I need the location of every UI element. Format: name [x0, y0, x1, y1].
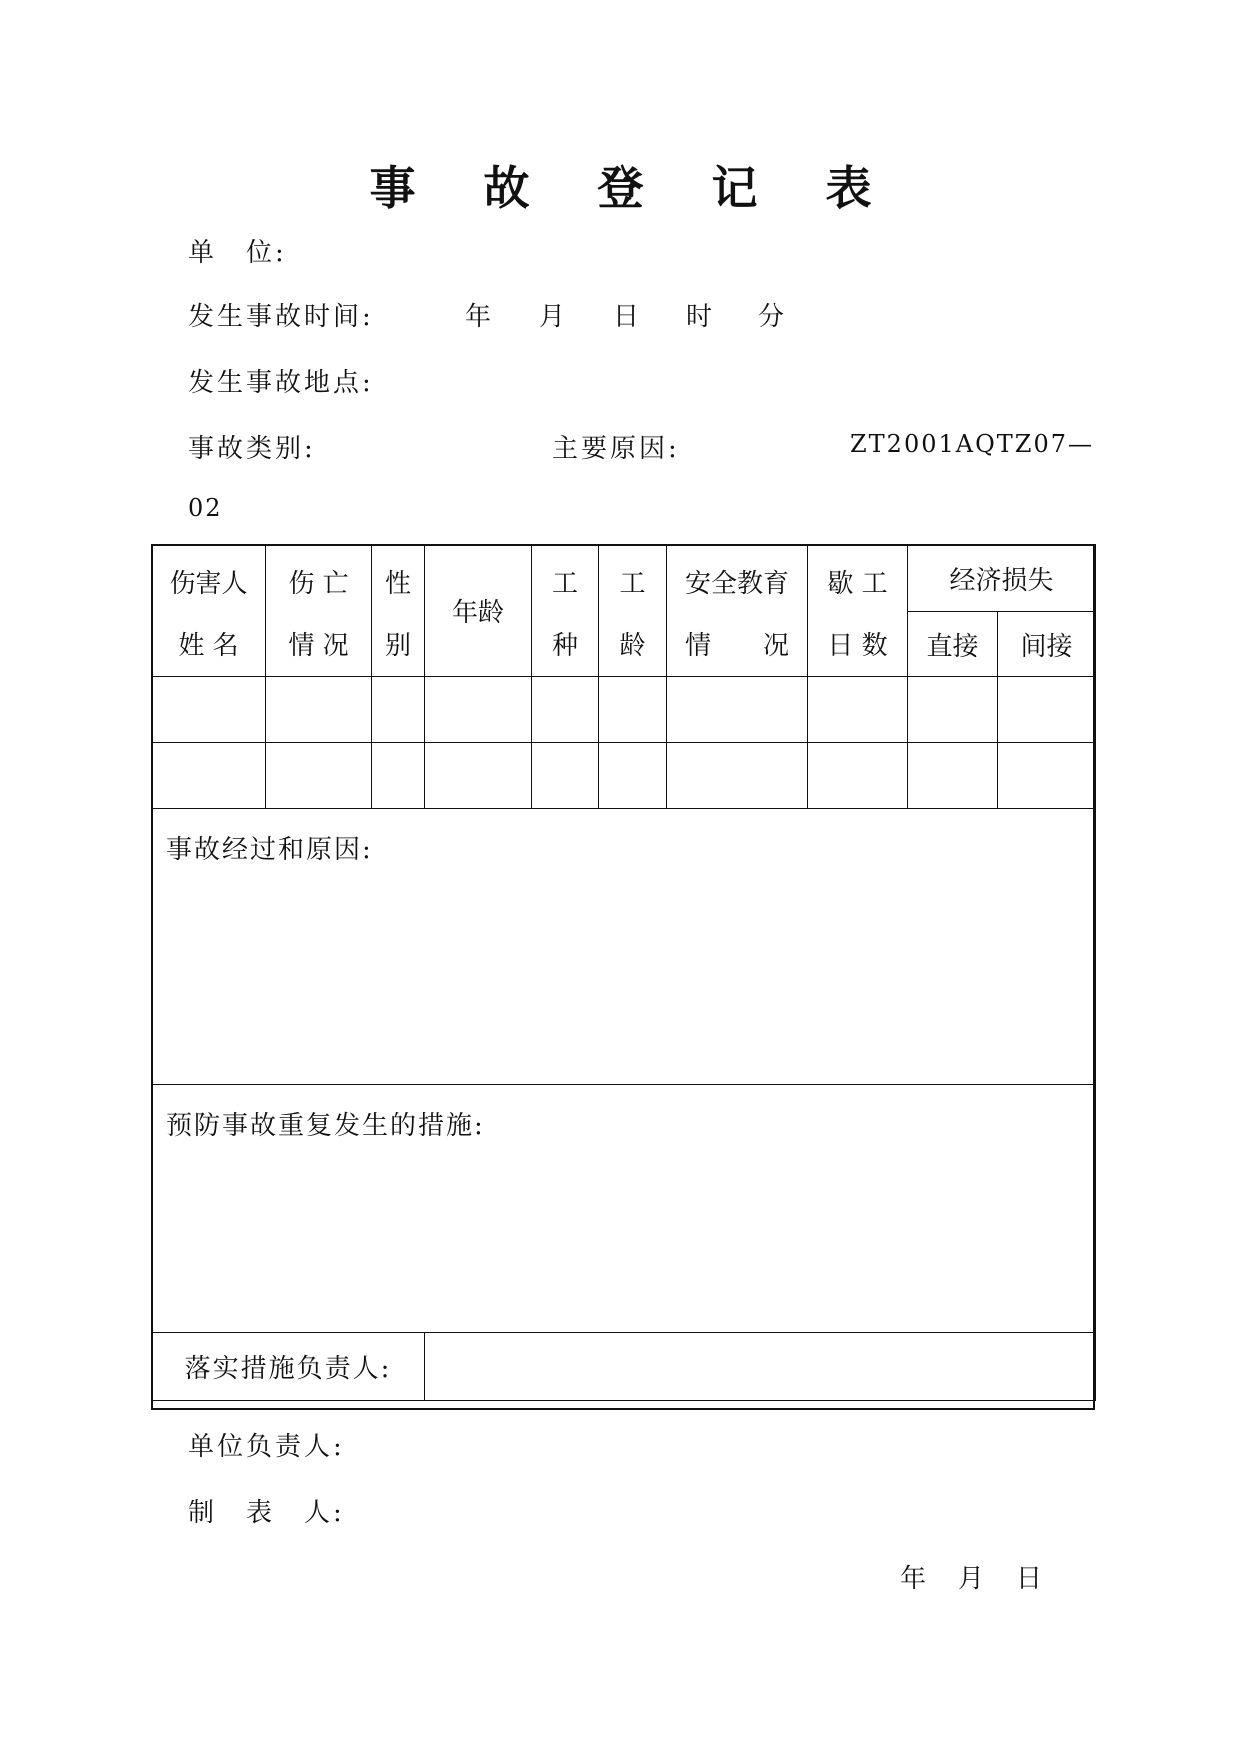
date-unit-day: 日	[1016, 1564, 1046, 1594]
date-unit-year: 年	[900, 1564, 930, 1594]
form-code: ZT2001AQTZ07—	[850, 430, 1094, 458]
col-rest-days: 歇 工 日 数	[808, 545, 908, 677]
preparer-label: 制 表 人:	[188, 1498, 345, 1528]
col-sex: 性 别	[372, 545, 425, 677]
col-seniority: 工 龄	[599, 545, 667, 677]
col-job-type: 工 种	[532, 545, 599, 677]
time-unit-year: 年	[465, 302, 495, 332]
accident-place-label: 发生事故地点:	[188, 368, 374, 398]
unit-label: 单 位:	[188, 238, 287, 268]
col-loss-direct: 直接	[908, 612, 998, 677]
col-age: 年龄	[425, 545, 532, 677]
time-unit-month: 月	[539, 302, 569, 332]
table-row	[152, 743, 1096, 809]
time-unit-minute: 分	[758, 302, 788, 332]
col-casualty: 伤 亡 情 况	[266, 545, 372, 677]
col-safety-education: 安全教育 情 况	[667, 545, 808, 677]
accident-type-label: 事故类别:	[188, 434, 316, 464]
accident-process-field[interactable]	[152, 809, 1096, 1085]
col-economic-loss: 经济损失	[908, 545, 1096, 612]
col-loss-indirect: 间接	[998, 612, 1096, 677]
accident-time-label: 发生事故时间:	[188, 302, 374, 332]
main-cause-label: 主要原因:	[552, 434, 680, 464]
form-code-suffix: 02	[188, 494, 223, 522]
date-unit-month: 月	[958, 1564, 988, 1594]
col-victim-name: 伤害人 姓 名	[152, 545, 266, 677]
measure-responsible-field[interactable]	[425, 1333, 1096, 1401]
time-unit-day: 日	[613, 302, 643, 332]
unit-head-label: 单位负责人:	[188, 1432, 345, 1462]
accident-table	[151, 544, 1096, 1401]
page-title: 事 故 登 记 表	[369, 161, 898, 215]
accident-process-label: 事故经过和原因:	[166, 835, 373, 865]
prevention-measures-field[interactable]	[152, 1085, 1096, 1333]
time-unit-hour: 时	[686, 302, 716, 332]
table-row	[152, 677, 1096, 743]
measure-responsible-label: 落实措施负责人:	[152, 1333, 425, 1401]
prevention-measures-label: 预防事故重复发生的措施:	[166, 1111, 485, 1141]
